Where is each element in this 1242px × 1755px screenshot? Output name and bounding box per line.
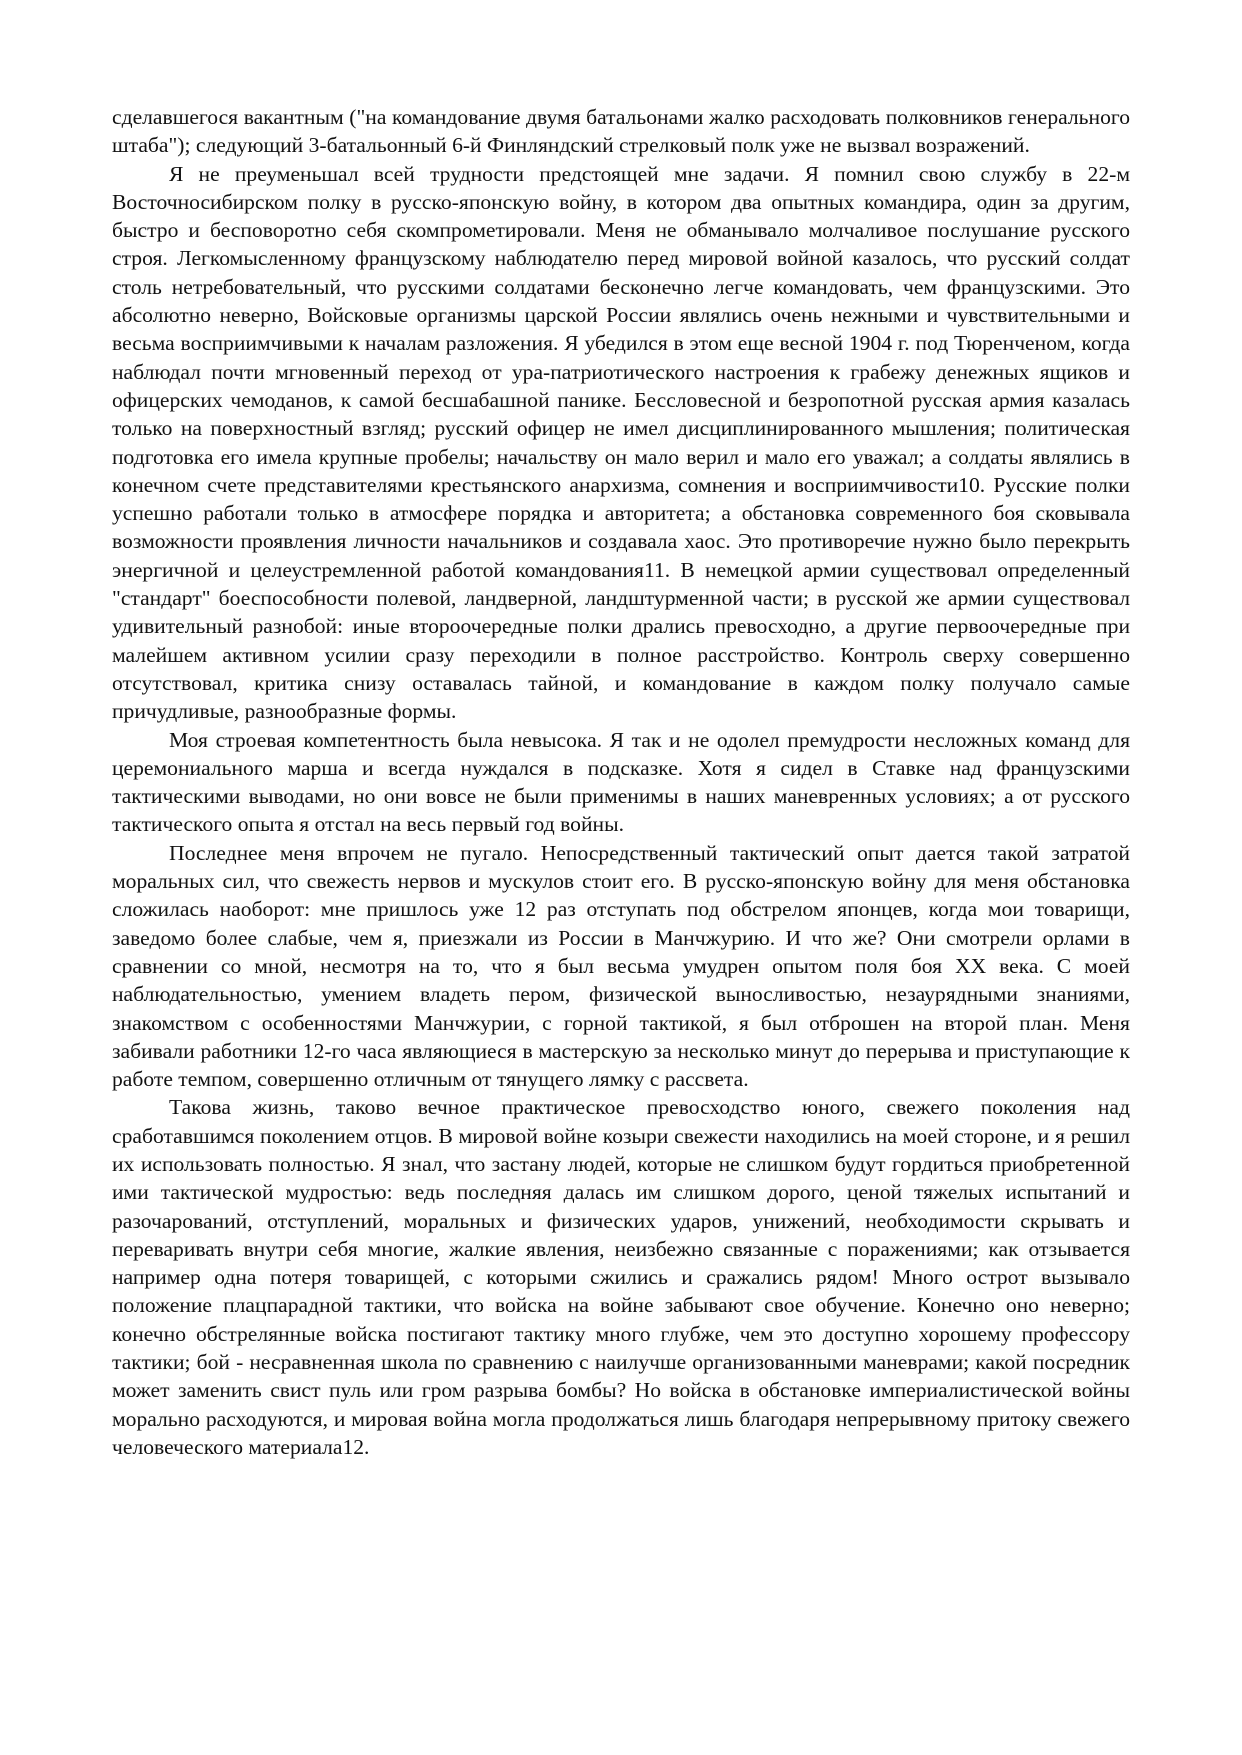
paragraph-3: Моя строевая компетентность была невысока. Я так и не одолел премудрости несложных команд для церемониального марша и всегда нуждался в подсказке. Хотя я сидел в Ставке над французскими тактическими выводами, но они вовсе не были применимы в наших маневренных условиях; а от русского тактического опыта я отстал на весь первый год войны. bbox=[112, 727, 1130, 837]
paragraph-4: Последнее меня впрочем не пугало. Непосредственный тактический опыт дается такой затратой моральных сил, что свежесть нервов и мускулов стоит его. В русско-японскую войну для меня обстановка сложилась наоборот: мне пришлось уже 12 раз отступать под обстрелом японцев, когда мои товарищи, заведомо более слабые, чем я, приезжали из России в Манчжурию. И что же? Они смотрели орлами в сравнении со мной, несмотря на то, что я был весьма умудрен опытом поля боя XX века. С моей наблюдательностью, умением владеть пером, физической выносливостью, незаурядными знаниями, знакомством с особенностями Манчжурии, с горной тактикой, я был отброшен на второй план. Меня забивали работники 12-го часа являющиеся в мастерскую за несколько минут до перерыва и приступающие к работе темпом, совершенно отличным от тянущего лямку с рассвета. bbox=[112, 840, 1130, 1092]
paragraph-2: Я не преуменьшал всей трудности предстоящей мне задачи. Я помнил свою службу в 22-м Восточносибирском полку в русско-японскую войну, в котором два опытных командира, один за другим, быстро и бесповоротно себя скомпрометировали. Меня не обманывало молчаливое послушание русского строя. Легкомысленному французскому наблюдателю перед мировой войной казалось, что русский солдат столь нетребовательный, что русскими солдатами бесконечно легче командовать, чем французскими. Это абсолютно неверно, Войсковые организмы царской России являлись очень нежными и чувствительными и весьма восприимчивыми к началам разложения. Я убедился в этом еще весной 1904 г. под Тюренченом, когда наблюдал почти мгновенный переход от ура-патриотического настроения к грабежу денежных ящиков и офицерских чемоданов, к самой бесшабашной панике. Бессловесной и безропотной русская армия казалась только на поверхностный взгляд; русский офицер не имел дисциплинированного мышления; политическая подготовка его имела крупные пробелы; начальству он мало верил и мало его уважал; а солдаты являлись в конечном счете представителями крестьянского анархизма, сомнения и восприимчивости10. Русские полки успешно работали только в атмосфере порядка и авторитета; а обстановка современного боя сковывала возможности проявления личности начальников и создавала хаос. Это противоречие нужно было перекрыть энергичной и целеустремленной работой командования11. В немецкой армии существовал определенный "стандарт" боеспособности полевой, ландверной, ландштурменной части; в русской же армии существовал удивительный разнобой: иные второочередные полки дрались превосходно, а другие первоочередные при малейшем активном усилии сразу переходили в полное расстройство. Контроль сверху совершенно отсутствовал, критика снизу оставалась тайной, и командование в каждом полку получало самые причудливые, разнообразные формы. bbox=[112, 161, 1130, 724]
paragraph-5: Такова жизнь, таково вечное практическое превосходство юного, свежего поколения над сработавшимся поколением отцов. В мировой войне козыри свежести находились на моей стороне, и я решил их использовать полностью. Я знал, что застану людей, которые не слишком будут гордиться приобретенной ими тактической мудростью: ведь последняя далась им слишком дорого, ценой тяжелых испытаний и разочарований, отступлений, моральных и физических ударов, унижений, необходимости скрывать и переваривать внутри себя многие, жалкие явления, неизбежно связанные с поражениями; как отзывается например одна потеря товарищей, с которыми сжились и сражались рядом! Много острот вызывало положение плацпарадной тактики, что войска на войне забывают свое обучение. Конечно оно неверно; конечно обстрелянные войска постигают тактику много глубже, чем это доступно хорошему профессору тактики; бой - несравненная школа по сравнению с наилучше организованными маневрами; какой посредник может заменить свист пуль или гром разрыва бомбы? Но войска в обстановке империалистической войны морально расходуются, и мировая война могла продолжаться лишь благодаря непрерывному притоку свежего человеческого материала12. bbox=[112, 1095, 1130, 1459]
paragraph-1: сделавшегося вакантным ("на командование двумя батальонами жалко расходовать полковников генерального штаба"); следующий 3-батальонный 6-й Финляндский стрелковый полк уже не вызвал возражений. bbox=[112, 105, 1130, 158]
document-body bbox=[112, 103, 1130, 1461]
